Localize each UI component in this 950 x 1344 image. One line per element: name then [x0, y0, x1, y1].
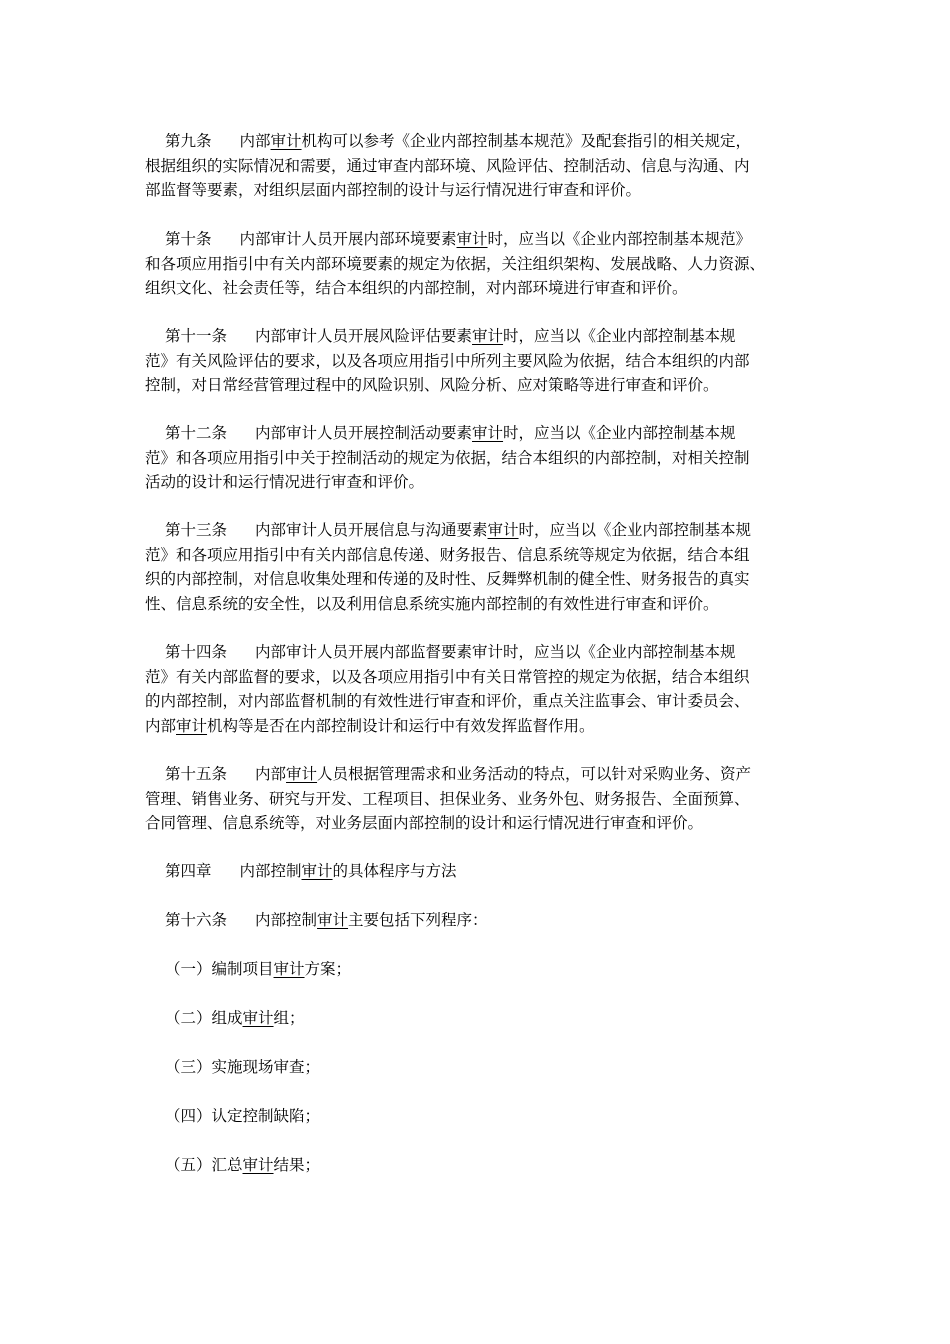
- paragraph: [145, 421, 815, 495]
- text-line: [145, 1153, 815, 1178]
- text-line: [145, 665, 815, 690]
- article-label: 第九条: [165, 132, 212, 150]
- text-segment: 范》有关风险评估的要求，以及各项应用指引中所列主要风险为依据，结合本组织的内部: [145, 351, 750, 370]
- text-line: [145, 1055, 815, 1080]
- paragraph: [145, 859, 815, 884]
- text-segment: 时，应当以《企业内部控制基本规: [518, 521, 752, 539]
- text-line: [145, 859, 815, 884]
- article-label: 第十三条: [165, 521, 228, 539]
- text-segment: （五）汇总: [165, 1156, 243, 1174]
- text-line: [145, 252, 815, 277]
- text-line: [145, 324, 815, 349]
- text-line: [145, 1006, 815, 1031]
- text-segment: 和各项应用指引中有关内部环境要素的规定为依据，关注组织架构、发展战略、人力资源、: [145, 254, 766, 273]
- text-segment: 内部控制: [255, 911, 318, 929]
- underlined-term: 审计: [270, 132, 302, 150]
- underlined-term: 审计: [487, 521, 519, 539]
- text-line: [145, 154, 815, 179]
- underlined-term: 审计: [301, 862, 333, 880]
- underlined-term: 审计: [472, 424, 504, 442]
- text-line: [145, 543, 815, 568]
- text-segment: 织的内部控制，对信息收集处理和传递的及时性、反舞弊机制的健全性、财务报告的真实: [145, 570, 750, 588]
- text-line: [145, 640, 815, 665]
- text-segment: 控制，对日常经营管理过程中的风险识别、风险分析、应对策略等进行审查和评价。: [145, 376, 719, 394]
- text-line: [145, 470, 815, 495]
- text-segment: 根据组织的实际情况和需要，通过审查内部环境、风险评估、控制活动、信息与沟通、内: [145, 156, 750, 175]
- article-label: 第十条: [165, 230, 212, 248]
- text-line: [145, 276, 815, 301]
- paragraph: [145, 518, 815, 616]
- text-segment: 组织文化、社会责任等，结合本组织的内部控制，对内部环境进行审查和评价。: [145, 279, 688, 297]
- text-line: [145, 373, 815, 398]
- text-line: [145, 689, 815, 714]
- article-label: 第十一条: [165, 327, 228, 345]
- text-line: [145, 129, 815, 154]
- text-segment: 活动的设计和运行情况进行审查和评价。: [145, 473, 425, 491]
- text-line: [145, 567, 815, 592]
- text-segment: 方案；: [304, 960, 352, 978]
- text-line: [145, 957, 815, 982]
- underlined-term: 审计: [242, 1009, 274, 1027]
- text-segment: 合同管理、信息系统等，对业务层面内部控制的设计和运行情况进行审查和评价。: [145, 814, 704, 832]
- paragraph: [145, 640, 815, 738]
- text-segment: 时，应当以《企业内部控制基本规: [503, 424, 736, 442]
- text-segment: 结果；: [273, 1156, 321, 1174]
- paragraph: [145, 957, 815, 982]
- text-line: [145, 908, 815, 933]
- text-segment: 部监督等要素，对组织层面内部控制的设计与运行情况进行审查和评价。: [145, 181, 642, 199]
- paragraph: [145, 1055, 815, 1080]
- underlined-term: 审计: [472, 327, 504, 345]
- text-segment: 内部控制: [239, 862, 302, 880]
- text-line: [145, 518, 815, 543]
- text-segment: 范》和各项应用指引中关于控制活动的规定为依据，结合本组织的内部控制，对相关控制: [145, 448, 750, 467]
- text-line: [145, 714, 815, 739]
- text-segment: 时，应当以《企业内部控制基本规范》: [487, 230, 752, 248]
- text-line: [145, 446, 815, 471]
- underlined-term: 审计: [273, 960, 305, 978]
- text-segment: 内部: [239, 132, 271, 150]
- text-line: [145, 421, 815, 446]
- text-segment: （一）编制项目: [165, 960, 274, 978]
- text-line: [145, 1104, 815, 1129]
- text-line: [145, 787, 815, 812]
- paragraph: [145, 762, 815, 836]
- underlined-term: 审计: [242, 1156, 274, 1174]
- text-segment: 时，应当以《企业内部控制基本规: [503, 327, 736, 345]
- text-segment: 机构等是否在内部控制设计和运行中有效发挥监督作用。: [207, 716, 595, 735]
- text-segment: 范》和各项应用指引中有关内部信息传递、财务报告、信息系统等规定为依据，结合本组: [145, 545, 750, 564]
- text-segment: 内部: [145, 716, 177, 735]
- article-label: 第四章: [165, 862, 212, 880]
- text-segment: 内部审计人员开展信息与沟通要素: [255, 521, 488, 539]
- text-line: [145, 349, 815, 374]
- underlined-term: 审计: [456, 230, 488, 248]
- paragraph: [145, 1104, 815, 1129]
- text-segment: 的内部控制，对内部监督机制的有效性进行审查和评价，重点关注监事会、审计委员会、: [145, 692, 750, 710]
- text-segment: 管理、销售业务、研究与开发、工程项目、担保业务、业务外包、财务报告、全面预算、: [145, 789, 750, 808]
- text-segment: 内部审计人员开展风险评估要素: [255, 327, 473, 345]
- text-segment: 主要包括下列程序：: [348, 911, 488, 929]
- text-line: [145, 592, 815, 617]
- text-segment: 内部审计人员开展内部环境要素: [239, 230, 457, 248]
- underlined-term: 审计: [176, 716, 208, 735]
- article-label: 第十六条: [165, 911, 228, 929]
- paragraph: [145, 324, 815, 398]
- article-label: 第十四条: [165, 643, 228, 661]
- text-segment: （三）实施现场审查；: [165, 1058, 321, 1076]
- text-segment: 内部审计人员开展控制活动要素: [255, 424, 473, 442]
- text-segment: 组；: [273, 1009, 305, 1027]
- text-line: [145, 178, 815, 203]
- text-segment: 内部: [255, 765, 287, 783]
- text-segment: 机构可以参考《企业内部控制基本规范》及配套指引的相关规定，: [301, 132, 752, 150]
- paragraph: [145, 1006, 815, 1031]
- text-segment: 性、信息系统的安全性，以及利用信息系统实施内部控制的有效性进行审查和评价。: [145, 594, 719, 613]
- text-segment: 人员根据管理需求和业务活动的特点，可以针对采购业务、资产: [317, 765, 752, 783]
- paragraph: [145, 227, 815, 301]
- text-line: [145, 811, 815, 836]
- text-line: [145, 762, 815, 787]
- text-segment: 内部审计人员开展内部监督要素审计时，应当以《企业内部控制基本规: [255, 643, 736, 661]
- article-label: 第十二条: [165, 424, 228, 442]
- underlined-term: 审计: [286, 765, 318, 783]
- text-line: [145, 227, 815, 252]
- text-segment: 的具体程序与方法: [332, 862, 457, 880]
- underlined-term: 审计: [317, 911, 349, 929]
- text-segment: 范》有关内部监督的要求，以及各项应用指引中有关日常管控的规定为依据，结合本组织: [145, 667, 750, 686]
- paragraph: [145, 908, 815, 933]
- paragraph: [145, 129, 815, 203]
- paragraph: [145, 1153, 815, 1178]
- article-label: 第十五条: [165, 765, 228, 783]
- text-segment: （四）认定控制缺陷；: [165, 1107, 321, 1125]
- text-segment: （二）组成: [165, 1009, 243, 1027]
